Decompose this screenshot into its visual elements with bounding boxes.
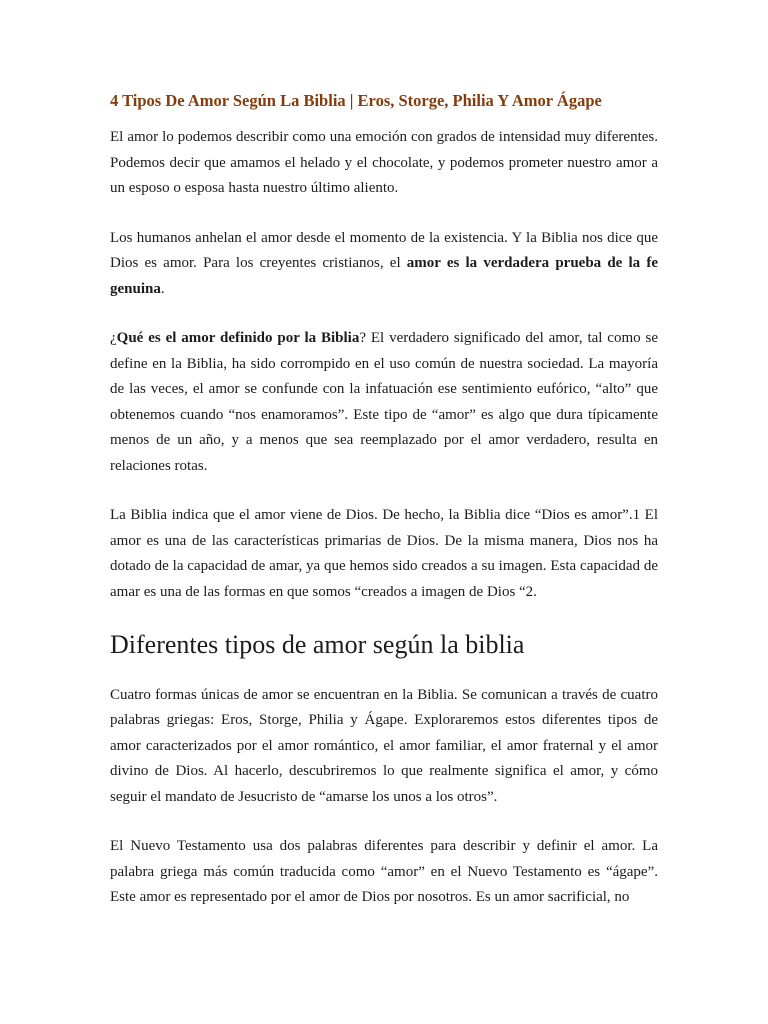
paragraph-new-testament: El Nuevo Testamento usa dos palabras diferentes para describir y definir el amor. La palabra griega más común traducida como “amor” en el Nuevo Testamento es “ágape”. Este amor es representado por el amor de Dios por nosotros. Es un amor sacrificial, no (110, 838, 658, 906)
paragraph-definition-bold: Qué es el amor definido por la Biblia (116, 330, 360, 347)
paragraph-humans-text: Los humanos anhelan el amor desde el momento de la existencia. Y la Biblia nos dice que Dios es amor. Para los creyentes cristianos, el (110, 229, 658, 272)
paragraph-definition (110, 326, 658, 479)
paragraph-humans-end: . (160, 280, 165, 297)
paragraph-god-love: La Biblia indica que el amor viene de Dios. De hecho, la Biblia dice “Dios es amor”.1 El amor es una de las características primarias de Dios. De la misma manera, Dios nos ha dotado de la capacidad de amar, ya que hemos sido creados a su imagen. Esta capacidad de amar es una de las formas en que somos “creados a imagen de Dios “2. (110, 507, 658, 600)
paragraph-definition-open: ¿ (110, 330, 117, 347)
paragraph-humans-bold: amor es la verdadera prueba de la fe genuina (110, 255, 658, 297)
document-page (110, 90, 658, 935)
paragraph-humans (110, 226, 658, 303)
section-heading: Diferentes tipos de amor según la biblia (110, 630, 525, 660)
paragraph-definition-text: ? El verdadero significado del amor, tal como se define en la Biblia, ha sido corrompido en el uso común de nuestra sociedad. La mayoría de las veces, el amor se confunde con la infatuación ese sentimiento eufórico, “alto” que obtenemos cuando “nos enamoramos”. Este tipo de “amor” es algo que dura típicamente menos de un año, y a menos que sea reemplazado por el amor verdadero, resulta en relaciones rotas. (110, 330, 658, 474)
paragraph-four-forms: Cuatro formas únicas de amor se encuentran en la Biblia. Se comunican a través de cuatro palabras griegas: Eros, Storge, Philia y Ágape. Exploraremos estos diferentes tipos de amor caracterizados por el amor romántico, el amor familiar, el amor fraternal y el amor divino de Dios. Al hacerlo, descubriremos lo que realmente significa el amor, y cómo seguir el mandato de Jesucristo de “amarse los unos a los otros”. (110, 686, 658, 805)
paragraph-intro: El amor lo podemos describir como una emoción con grados de intensidad muy diferentes. Podemos decir que amamos el helado y el chocolate, y podemos prometer nuestro amor a un esposo o esposa hasta nuestro último aliento. (110, 129, 658, 197)
document-title: 4 Tipos De Amor Según La Biblia | Eros, Storge, Philia Y Amor Ágape (110, 91, 602, 110)
